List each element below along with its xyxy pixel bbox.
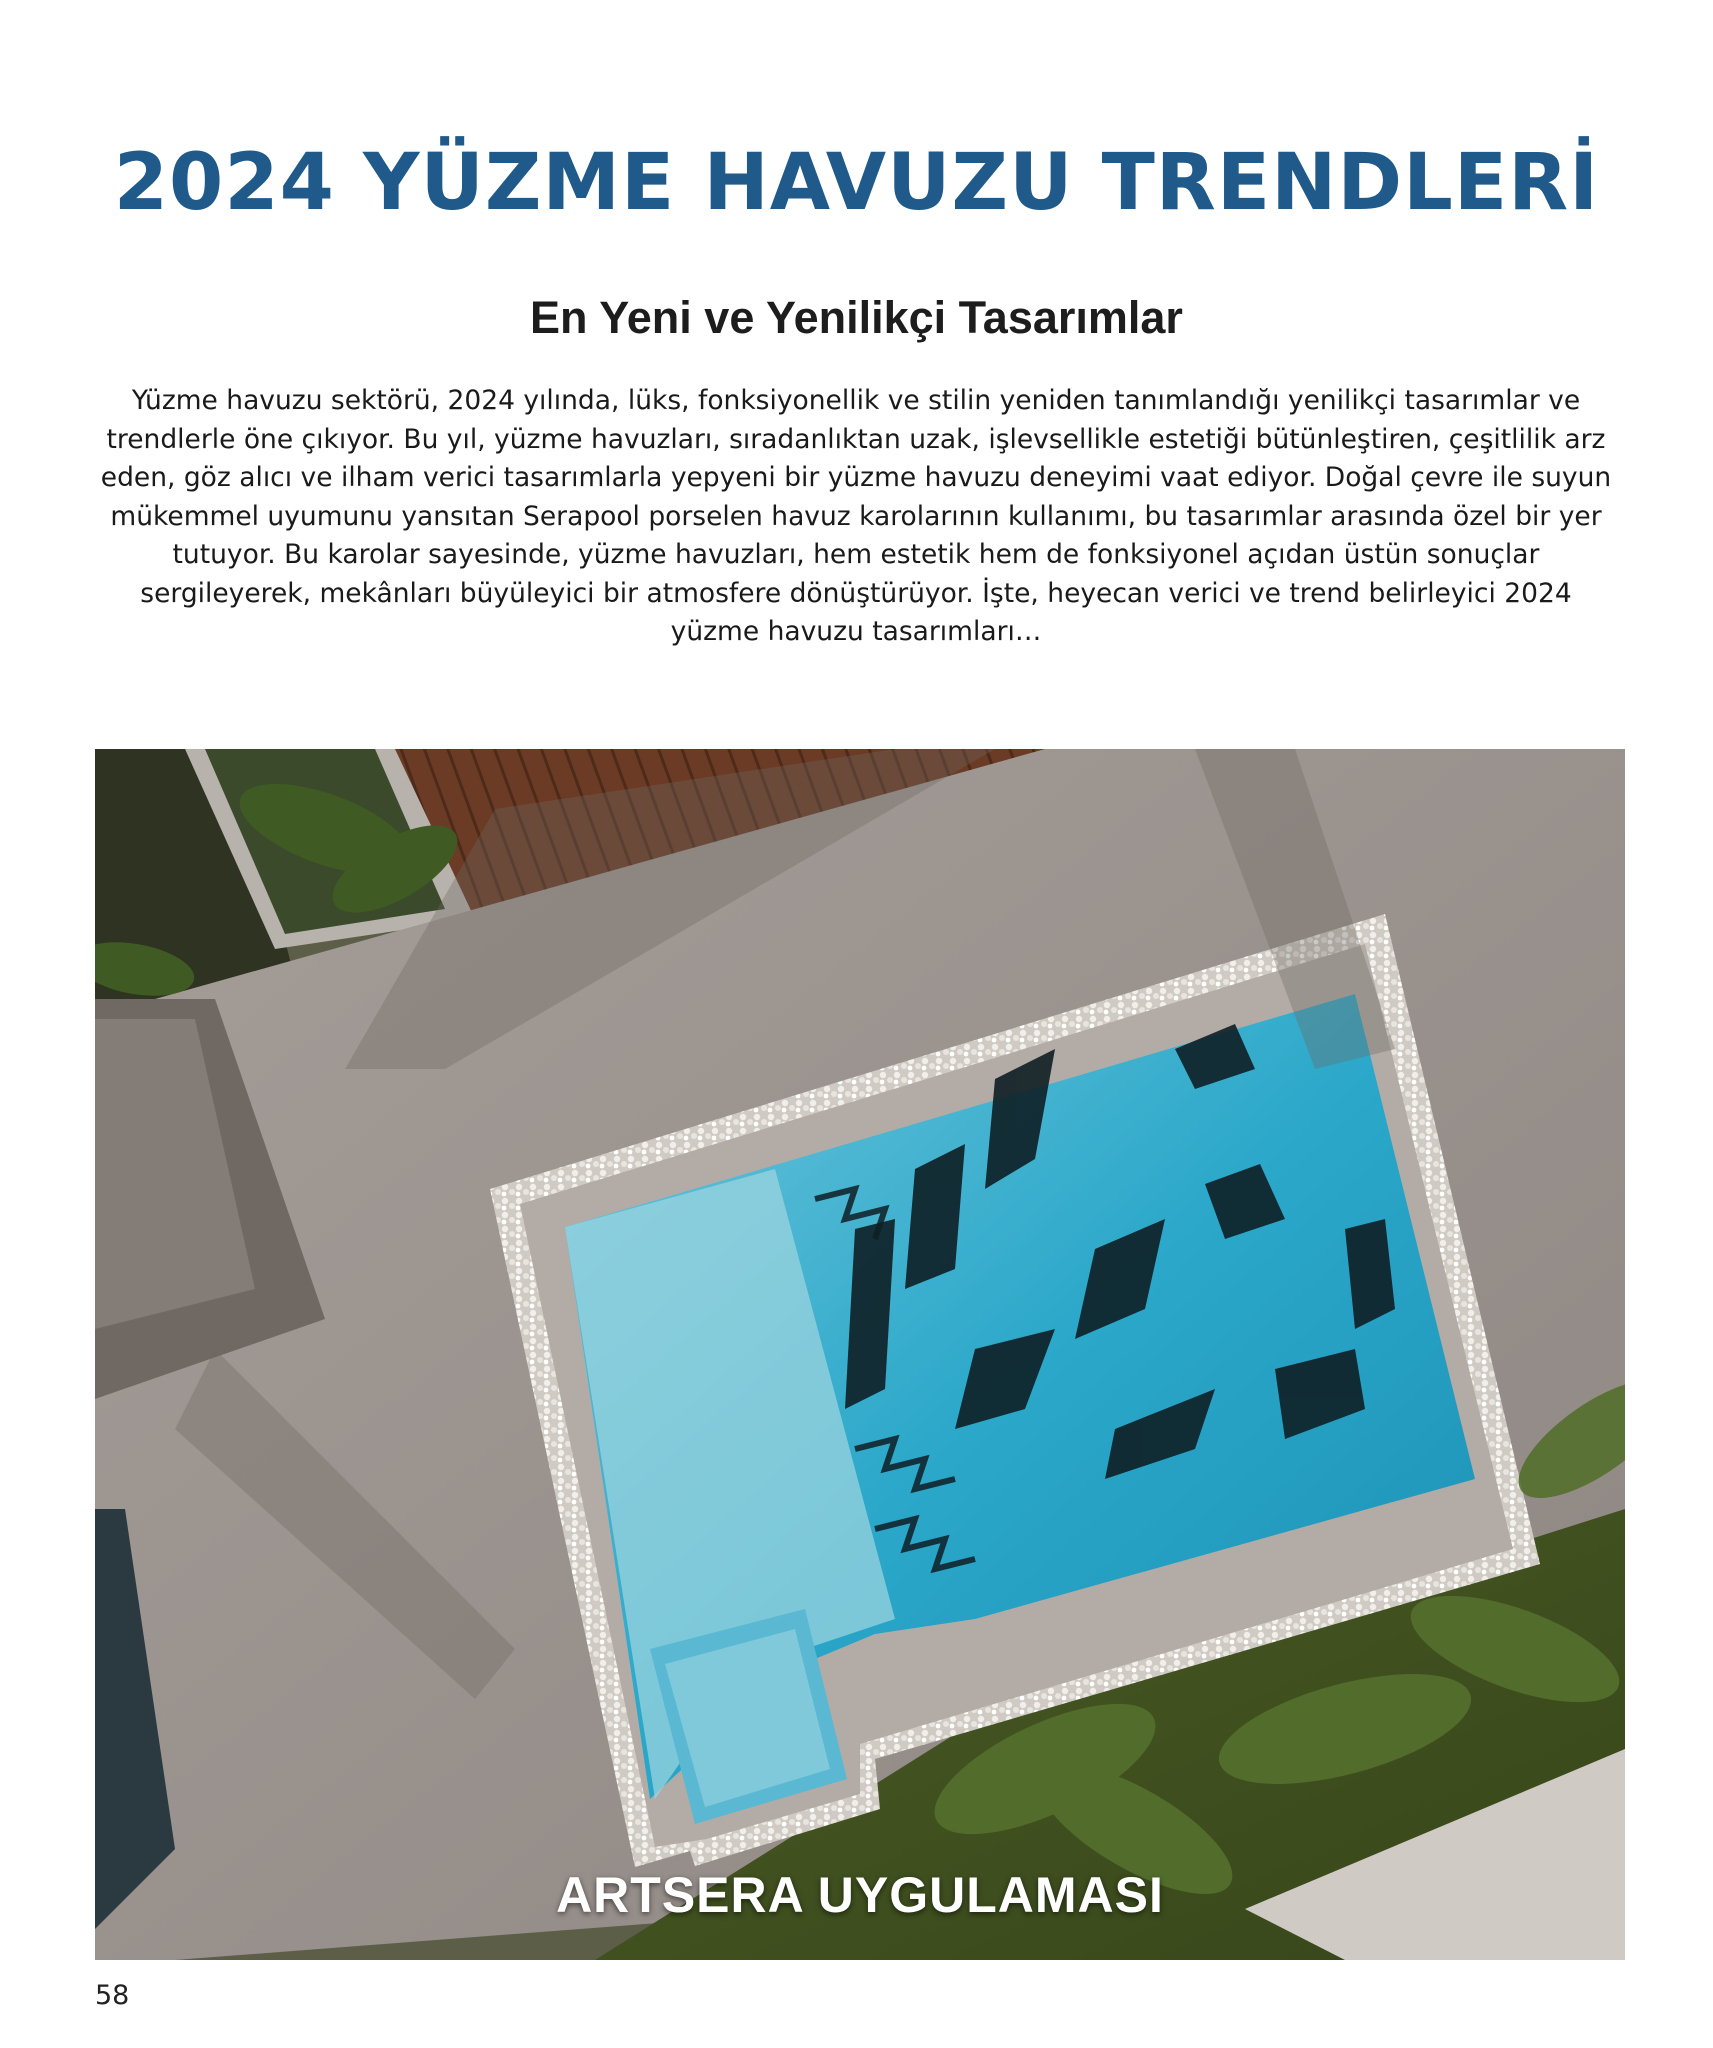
- photo-caption: ARTSERA UYGULAMASI: [556, 1867, 1164, 1923]
- page-number: 58: [95, 1980, 130, 2011]
- pool-illustration: [95, 749, 1625, 1960]
- page-title: 2024 YÜZME HAVUZU TRENDLERİ: [113, 138, 1600, 228]
- page-subtitle: En Yeni ve Yenilikçi Tasarımlar: [530, 292, 1183, 343]
- pool-aerial-photo: [95, 749, 1625, 1960]
- intro-paragraph: Yüzme havuzu sektörü, 2024 yılında, lüks, fonksiyonellik ve stilin yeniden tanımlandığı yenilikçi tasarımlar ve trendlerle öne çıkıyor. Bu yıl, yüzme havuzları, sıradanlıktan uzak, işlevsellikle estetiği bütünleştiren, çeşitlilik arz eden, göz alıcı ve ilham verici tasarımlarla yepyeni bir yüzme havuzu deneyimi vaat ediyor. Doğal çevre ile suyun mükemmel uyumunu yansıtan Serapool porselen havuz karolarının kullanımı, bu tasarımlar arasında özel bir yer tutuyor. Bu karolar sayesinde, yüzme havuzları, hem estetik hem de fonksiyonel açıdan üstün sonuçlar sergileyerek, mekânları büyüleyici bir atmosfere dönüştürüyor. İşte, heyecan verici ve trend belirleyici 2024 yüzme havuzu tasarımları…: [100, 385, 1612, 647]
